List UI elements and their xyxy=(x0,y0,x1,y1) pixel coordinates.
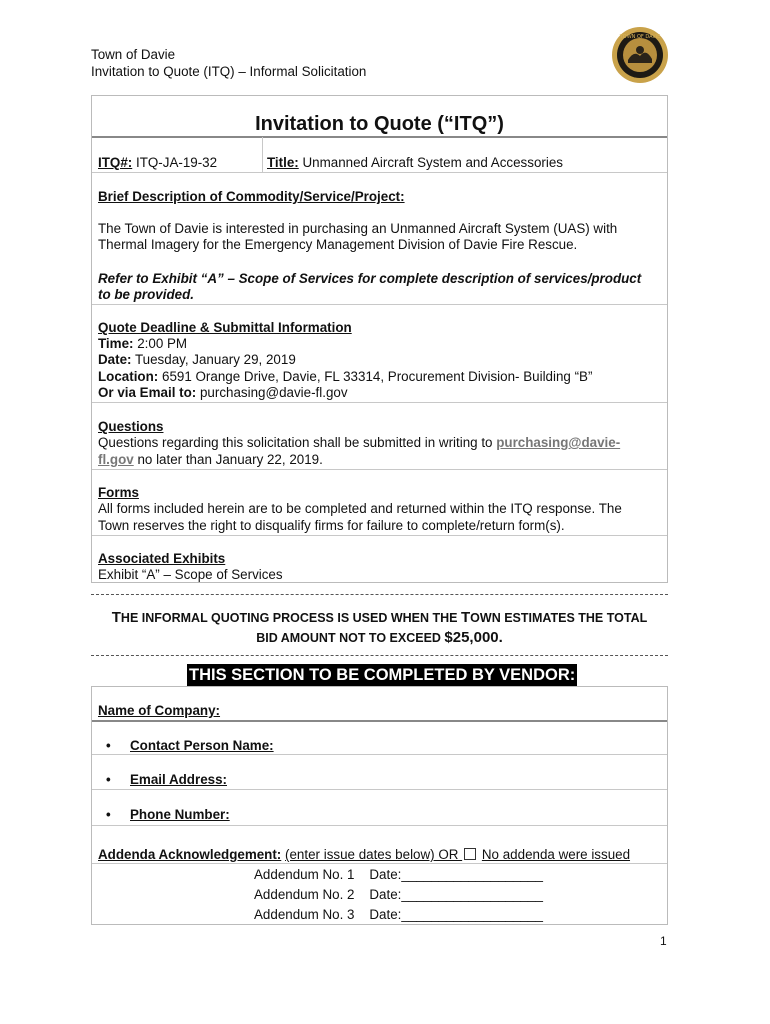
exhibits-heading-text: Associated Exhibits xyxy=(98,551,226,566)
brief-heading-text: Brief Description of Commodity/Service/Project: xyxy=(98,189,405,204)
vendor-form-box xyxy=(91,686,668,925)
no-addenda-checkbox[interactable] xyxy=(464,848,476,860)
company-label: Name of Company: xyxy=(98,703,221,718)
dashed-divider xyxy=(91,594,668,595)
dashed-divider xyxy=(91,655,668,656)
deadline-time xyxy=(98,336,661,353)
page-title: Invitation to Quote (“ITQ”) xyxy=(255,113,504,135)
deadline-heading-text: Quote Deadline & Submittal Information xyxy=(98,320,352,335)
org-name: Town of Davie xyxy=(91,47,176,62)
email-field[interactable] xyxy=(130,772,661,789)
deadline-heading xyxy=(98,320,661,337)
divider xyxy=(92,136,667,138)
questions-line2 xyxy=(98,452,661,469)
brief-line1: The Town of Davie is interested in purchasing an Unmanned Aircraft System (UAS) with xyxy=(98,221,618,236)
header-subtitle: Invitation to Quote (ITQ) – Informal Solicitation xyxy=(91,64,367,79)
notice-amount: $25,000. xyxy=(444,629,503,646)
notice-cap: T xyxy=(461,609,471,626)
questions-heading xyxy=(98,419,661,436)
questions-text: Questions regarding this solicitation shall be submitted in writing to xyxy=(98,435,493,450)
email-label: Or via Email to: xyxy=(98,385,197,400)
notice-text: OWN ESTIMATES THE TOTAL xyxy=(470,611,648,625)
company-field[interactable] xyxy=(98,703,661,720)
addendum-row[interactable] xyxy=(254,885,543,904)
notice-text: BID AMOUNT NOT TO EXCEED xyxy=(256,631,445,645)
addenda-note: (enter issue dates below) OR xyxy=(285,847,463,862)
deadline-date xyxy=(98,352,661,369)
addendum-date-field[interactable]: Date:___________________ xyxy=(369,907,543,922)
page-number: 1 xyxy=(660,934,667,948)
deadline-email xyxy=(98,385,661,402)
town-seal-logo xyxy=(611,26,669,84)
divider xyxy=(92,789,667,790)
deadline-location xyxy=(98,369,661,386)
forms-line1: All forms included herein are to be completed and returned within the ITQ response. The xyxy=(98,501,622,516)
vendor-section-title: THIS SECTION TO BE COMPLETED BY VENDOR: xyxy=(189,666,576,684)
title-value: Unmanned Aircraft System and Accessories xyxy=(302,155,563,170)
divider xyxy=(92,754,667,755)
addenda-label: Addenda Acknowledgement: xyxy=(98,847,282,862)
addendum-name: Addendum No. 1 xyxy=(254,867,355,882)
notice-text: HE INFORMAL QUOTING PROCESS IS USED WHEN THE xyxy=(120,611,461,625)
itq-value: ITQ-JA-19-32 xyxy=(135,155,218,170)
title-label: Title: xyxy=(267,155,299,170)
date-label: Date: xyxy=(98,352,132,367)
forms-heading-text: Forms xyxy=(98,485,139,500)
seal-text: TOWN OF DAVIE xyxy=(619,34,661,40)
brief-line2: Thermal Imagery for the Emergency Management Division of Davie Fire Rescue. xyxy=(98,237,578,252)
divider xyxy=(92,825,667,826)
divider xyxy=(92,535,667,536)
time-label: Time: xyxy=(98,336,134,351)
location-value: 6591 Orange Drive, Davie, FL 33314, Procurement Division- Building “B” xyxy=(162,369,593,384)
addendum-row[interactable] xyxy=(254,905,543,924)
forms-heading xyxy=(98,485,661,502)
bullet-icon: • xyxy=(106,738,111,753)
page-header xyxy=(91,46,366,80)
addendum-date-field[interactable]: Date:___________________ xyxy=(369,867,543,882)
divider xyxy=(262,137,263,172)
questions-deadline: no later than January 22, 2019. xyxy=(137,452,323,467)
addenda-row xyxy=(98,847,661,864)
addendum-row[interactable] xyxy=(254,865,543,884)
bullet-icon: • xyxy=(106,807,111,822)
location-label: Location: xyxy=(98,369,159,384)
brief-heading xyxy=(98,189,661,206)
forms-line2: Town reserves the right to disqualify firms for failure to complete/return form(s). xyxy=(98,518,565,533)
refer-line1: Refer to Exhibit “A” – Scope of Services for complete description of services/product xyxy=(98,271,642,286)
itq-label: ITQ#: xyxy=(98,155,133,170)
divider xyxy=(92,469,667,470)
email-value[interactable]: purchasing@davie-fl.gov xyxy=(199,385,348,400)
divider xyxy=(92,720,667,722)
contact-field[interactable] xyxy=(130,738,661,755)
itq-info-box xyxy=(91,95,668,583)
addendum-name: Addendum No. 3 xyxy=(254,907,355,922)
phone-label: Phone Number: xyxy=(130,807,230,822)
questions-email-link[interactable]: purchasing@davie- xyxy=(496,435,621,450)
refer-line2: to be provided. xyxy=(98,287,194,302)
divider xyxy=(92,402,667,403)
bullet-icon: • xyxy=(106,772,111,787)
phone-field[interactable] xyxy=(130,807,661,824)
date-value: Tuesday, January 29, 2019 xyxy=(134,352,296,367)
itq-title xyxy=(267,155,661,172)
questions-heading-text: Questions xyxy=(98,419,164,434)
addendum-date-field[interactable]: Date:___________________ xyxy=(369,887,543,902)
time-value: 2:00 PM xyxy=(137,336,188,351)
divider xyxy=(92,172,667,173)
contact-label: Contact Person Name: xyxy=(130,738,274,753)
notice-line1 xyxy=(91,608,668,628)
notice-line2 xyxy=(91,628,668,648)
questions-email-link-cont[interactable]: fl.gov xyxy=(98,452,134,467)
notice-cap: T xyxy=(111,609,121,626)
no-addenda-label: No addenda were issued xyxy=(481,847,631,862)
exhibits-value: Exhibit “A” – Scope of Services xyxy=(98,567,283,582)
addendum-name: Addendum No. 2 xyxy=(254,887,355,902)
questions-line1 xyxy=(98,435,661,452)
divider xyxy=(92,304,667,305)
email-label: Email Address: xyxy=(130,772,227,787)
exhibits-heading xyxy=(98,551,661,568)
divider xyxy=(92,863,667,864)
